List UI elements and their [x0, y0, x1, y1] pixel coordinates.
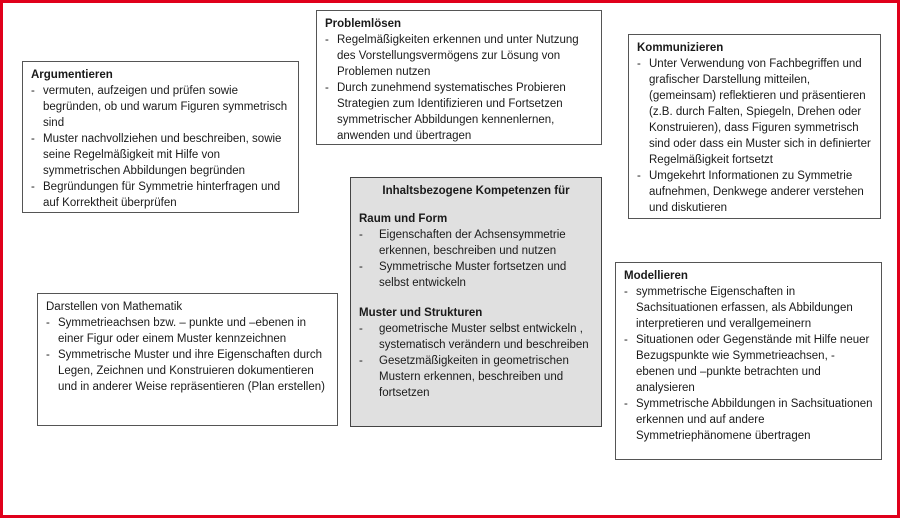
modellieren-box: [615, 262, 882, 460]
problemloesen-list: [325, 32, 593, 144]
list-item: - symmetrische Eigenschaften in Sachsituationen erfassen, als Abbildungen interpretieren und verallgemeinern: [624, 284, 873, 332]
list-item: - Gesetzmäßigkeiten in geometrischen Mustern erkennen, beschreiben und fortsetzen: [359, 353, 593, 401]
problemloesen-box: [316, 10, 602, 145]
argumentieren-title: Argumentieren: [31, 69, 113, 81]
inhalt-title: Inhaltsbezogene Kompetenzen für: [382, 185, 570, 197]
list-item: - vermuten, aufzeigen und prüfen sowie begründen, ob und warum Figuren symmetrisch sind: [31, 83, 290, 131]
darstellen-box: [37, 293, 338, 426]
list-item: - geometrische Muster selbst entwickeln , systematisch verändern und beschreiben: [359, 321, 593, 353]
modellieren-list: [624, 284, 873, 444]
problemloesen-title: Problemlösen: [325, 18, 402, 30]
list-item: - Symmetrische Abbildungen in Sachsituationen erkennen und auf andere Symmetriephänomene übertragen: [624, 396, 873, 444]
list-item: - Muster nachvollziehen und beschreiben, sowie seine Regelmäßigkeit mit Hilfe von symmetrischen Abbildungen begründen: [31, 131, 290, 179]
list-item: - Symmetrieachsen bzw. – punkte und –ebenen in einer Figur oder einem Muster kennzeichnen: [46, 315, 329, 347]
inhaltsbezogene-kompetenzen-box: [350, 177, 602, 427]
list-item: - Begründungen für Symmetrie hinterfragen und auf Korrektheit überprüfen: [31, 179, 290, 211]
kommunizieren-title: Kommunizieren: [637, 42, 724, 54]
argumentieren-box: [22, 61, 299, 213]
raum-und-form-list: [359, 227, 593, 291]
argumentieren-list: [31, 83, 290, 211]
list-item: - Regelmäßigkeiten erkennen und unter Nutzung des Vorstellungsvermögens zur Lösung von Problemen nutzen: [325, 32, 593, 80]
kommunizieren-box: [628, 34, 881, 219]
darstellen-list: [46, 315, 329, 395]
list-item: - Situationen oder Gegenstände mit Hilfe neuer Bezugspunkte wie Symmetrieachsen, -ebenen und –punkte betrachten und analysieren: [624, 332, 873, 396]
muster-und-strukturen-list: [359, 321, 593, 401]
darstellen-title: Darstellen von Mathematik: [46, 301, 183, 313]
modellieren-title: Modellieren: [624, 270, 688, 282]
list-item: - Durch zunehmend systematisches Probieren Strategien zum Identifizieren und Fortsetzen symmetrischer Abbildungen kennenlernen, anwenden und übertragen: [325, 80, 593, 144]
list-item: - Umgekehrt Informationen zu Symmetrie aufnehmen, Denkwege anderer verstehen und diskutieren: [637, 168, 872, 216]
raum-und-form-title: Raum und Form: [359, 213, 448, 225]
list-item: - Unter Verwendung von Fachbegriffen und grafischer Darstellung mitteilen, (gemeinsam) reflektieren und präsentieren (z.B. durch Falten, Spiegeln, Drehen oder Konstruieren), dass Figuren symmetrisch sind oder dass ein Muster sich in definierter Regelmäßigkeit fortsetzt: [637, 56, 872, 168]
list-item: - Symmetrische Muster und ihre Eigenschaften durch Legen, Zeichnen und Konstruieren dokumentieren und in anderer Weise repräsentieren (Plan erstellen): [46, 347, 329, 395]
muster-und-strukturen-title: Muster und Strukturen: [359, 307, 483, 319]
list-item: - Eigenschaften der Achsensymmetrie erkennen, beschreiben und nutzen: [359, 227, 593, 259]
kommunizieren-list: [637, 56, 872, 216]
list-item: - Symmetrische Muster fortsetzen und selbst entwickeln: [359, 259, 593, 291]
